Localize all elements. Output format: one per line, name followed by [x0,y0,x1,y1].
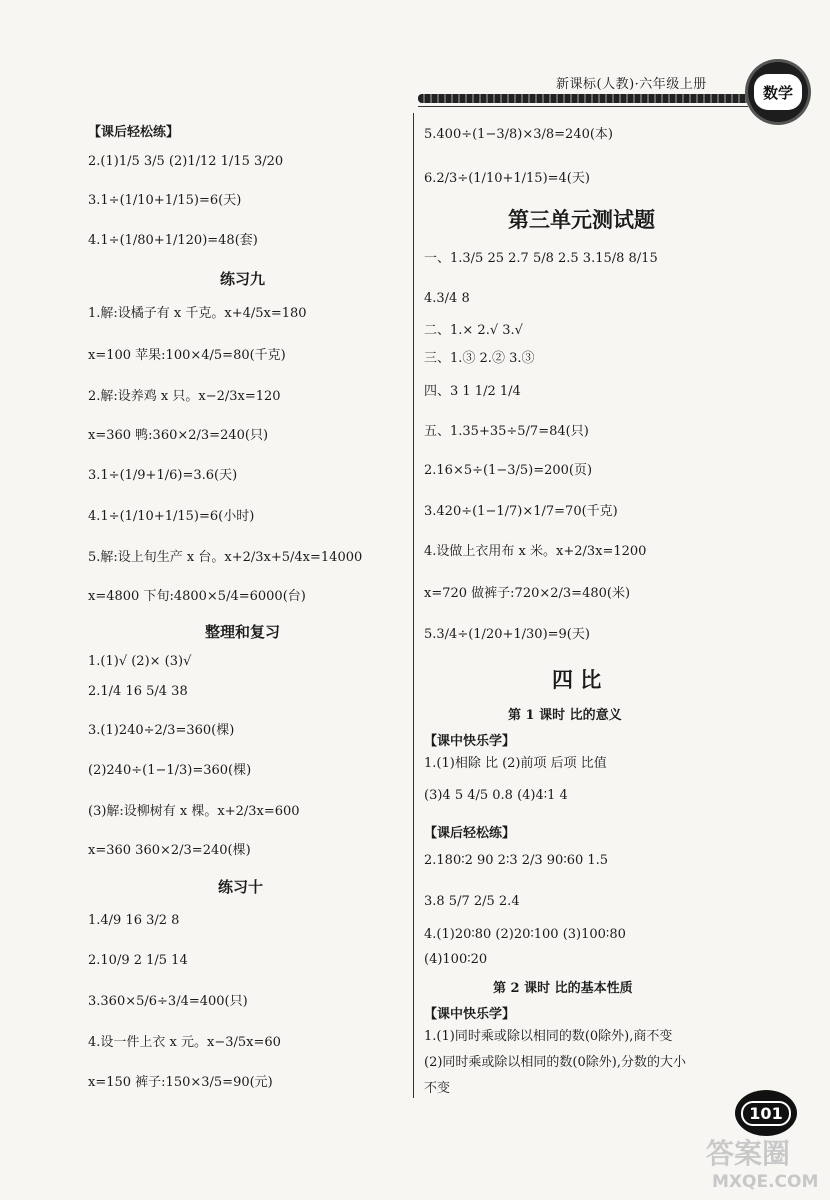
section-label: 【课后轻松练】 [88,125,180,140]
answer-line: 6.2/3÷(1/10+1/15)=4(天) [424,171,590,186]
answer-line: 5.3/4÷(1/20+1/30)=9(天) [424,627,590,642]
answer-line: 3.1÷(1/9+1/6)=3.6(天) [88,468,238,483]
watermark-url: MXQE.COM [712,1172,819,1192]
answer-line: 四、3 1 1/2 1/4 [424,384,521,399]
answer-line: 4.1÷(1/80+1/120)=48(套) [88,233,258,248]
answer-line: (4)100∶20 [424,952,488,967]
section-label: 【课中快乐学】 [424,734,516,749]
page-number-badge [735,1090,797,1136]
section-heading: 练习十 [218,878,264,896]
answer-line: 2.180∶2 90 2∶3 2/3 90∶60 1.5 [424,853,609,868]
header-rule [418,106,748,107]
answer-line: 2.10/9 2 1/5 14 [88,953,188,968]
answer-line: 2.(1)1/5 3/5 (2)1/12 1/15 3/20 [88,154,284,169]
answer-line: 1.4/9 16 3/2 8 [88,913,180,928]
answer-line: 4.(1)20∶80 (2)20∶100 (3)100∶80 [424,927,626,942]
answer-line: 5.解:设上旬生产 x 台。x+2/3x+5/4x=14000 [88,550,363,565]
answer-line: 3.(1)240÷2/3=360(棵) [88,723,235,738]
answer-line: (3)4 5 4/5 0.8 (4)4∶1 4 [424,788,568,803]
lesson-heading: 第 2 课时 比的基本性质 [493,981,633,996]
watermark-logo: 答案圈 [706,1137,791,1170]
answer-line: x=360 鸭:360×2/3=240(只) [88,428,269,443]
answer-line: 1.(1)√ (2)× (3)√ [88,654,192,669]
section-label: 【课后轻松练】 [424,826,516,841]
answer-line: x=360 360×2/3=240(棵) [88,843,251,858]
answer-line: 1.解:设橘子有 x 千克。x+4/5x=180 [88,306,307,321]
answer-line: 不变 [424,1081,451,1096]
answer-line: x=4800 下旬:4800×5/4=6000(台) [88,589,306,604]
subject-seal-badge [748,62,808,122]
answer-line: 3.420÷(1−1/7)×1/7=70(千克) [424,504,618,519]
answer-line: 二、1.× 2.√ 3.√ [424,323,523,338]
answer-line: x=720 做裤子:720×2/3=480(米) [424,586,631,601]
answer-line: (2)同时乘或除以相同的数(0除外),分数的大小 [424,1055,686,1070]
answer-line: (2)240÷(1−1/3)=360(棵) [88,763,252,778]
answer-line: 3.360×5/6÷3/4=400(只) [88,994,248,1009]
chapter-heading: 四 比 [552,667,602,692]
answer-line: 一、1.3/5 25 2.7 5/8 2.5 3.15/8 8/15 [424,251,658,266]
header-decorative-band [418,94,760,103]
answer-line: (3)解:设柳树有 x 棵。x+2/3x=600 [88,804,300,819]
answer-line: x=150 裤子:150×3/5=90(元) [88,1075,273,1090]
answer-line: 3.8 5/7 2/5 2.4 [424,894,520,909]
section-label: 【课中快乐学】 [424,1007,516,1022]
answer-line: 4.设做上衣用布 x 米。x+2/3x=1200 [424,544,647,559]
answer-line: 4.1÷(1/10+1/15)=6(小时) [88,509,255,524]
answer-line: 3.1÷(1/10+1/15)=6(天) [88,193,242,208]
answer-line: 1.(1)同时乘或除以相同的数(0除外),商不变 [424,1029,673,1044]
answer-line: 2.16×5÷(1−3/5)=200(页) [424,463,593,478]
answer-line: 三、1.③ 2.② 3.③ [424,351,535,366]
answer-line: 1.(1)相除 比 (2)前项 后项 比值 [424,756,607,771]
answer-line: 2.1/4 16 5/4 38 [88,684,188,699]
section-heading: 练习九 [220,270,266,288]
subject-label: 数学 [754,74,802,110]
answer-line: 2.解:设养鸡 x 只。x−2/3x=120 [88,389,281,404]
answer-line: 五、1.35+35÷5/7=84(只) [424,424,589,439]
page-header-text: 新课标(人教)·六年级上册 [556,77,707,92]
column-divider [413,113,414,1098]
answer-line: 4.3/4 8 [424,291,470,306]
lesson-heading: 第 1 课时 比的意义 [508,708,622,723]
answer-line: x=100 苹果:100×4/5=80(千克) [88,348,286,363]
section-heading: 整理和复习 [205,623,281,641]
unit-test-heading: 第三单元测试题 [508,207,655,232]
answer-line: 4.设一件上衣 x 元。x−3/5x=60 [88,1035,281,1050]
answer-line: 5.400÷(1−3/8)×3/8=240(本) [424,127,614,142]
page-number: 101 [741,1101,790,1126]
